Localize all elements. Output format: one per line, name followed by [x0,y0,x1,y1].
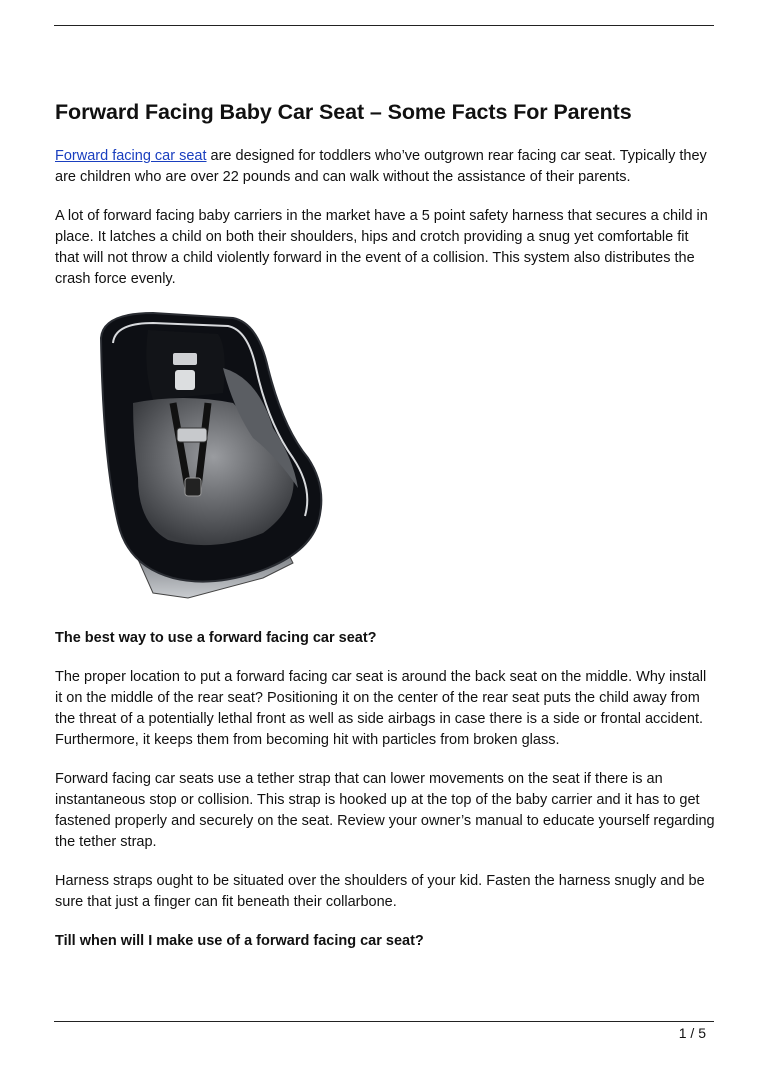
harness-paragraph: A lot of forward facing baby carriers in the market have a 5 point safety harness that secures a child in place. It latches a child on both their shoulders, hips and crotch providing a snug yet comfortable fit that will not throw a child violently forward in the event of a collision. This system also distributes the crash force evenly. [55,208,708,287]
page-title: Forward Facing Baby Car Seat – Some Facts For Parents [55,100,632,124]
intro-text: are designed for toddlers who’ve outgrown rear facing car seat. Typically they are children who are over 22 pounds and can walk without the assistance of their parents. [55,148,707,185]
footer-rule [54,1021,714,1022]
location-paragraph: The proper location to put a forward facing car seat is around the back seat on the middle. Why install it on the middle of the rear seat? Positioning it on the center of the rear seat puts the child away from the threat of a potentially lethal front as well as side airbags in case there is a side or frontal accident. Furthermore, it keeps them from becoming hit with particles from broken glass. [55,669,707,748]
intro-paragraph [55,146,715,188]
page-number: 1 / 5 [678,1025,706,1041]
document-body [55,98,715,970]
section-heading-duration: Till when will I make use of a forward facing car seat? [55,933,424,949]
straps-paragraph: Harness straps ought to be situated over the shoulders of your kid. Fasten the harness snugly and be sure that just a finger can fit beneath their collarbone. [55,873,705,910]
section-heading-usage: The best way to use a forward facing car seat? [55,630,377,646]
header-rule [54,25,714,26]
car-seat-link[interactable]: Forward facing car seat [55,148,207,164]
car-seat-image [93,308,333,608]
tether-paragraph: Forward facing car seats use a tether strap that can lower movements on the seat if there is an instantaneous stop or collision. This strap is hooked up at the top of the baby carrier and it has to get fastened properly and securely on the seat. Review your owner’s manual to educate yourself regarding the tether strap. [55,771,715,850]
